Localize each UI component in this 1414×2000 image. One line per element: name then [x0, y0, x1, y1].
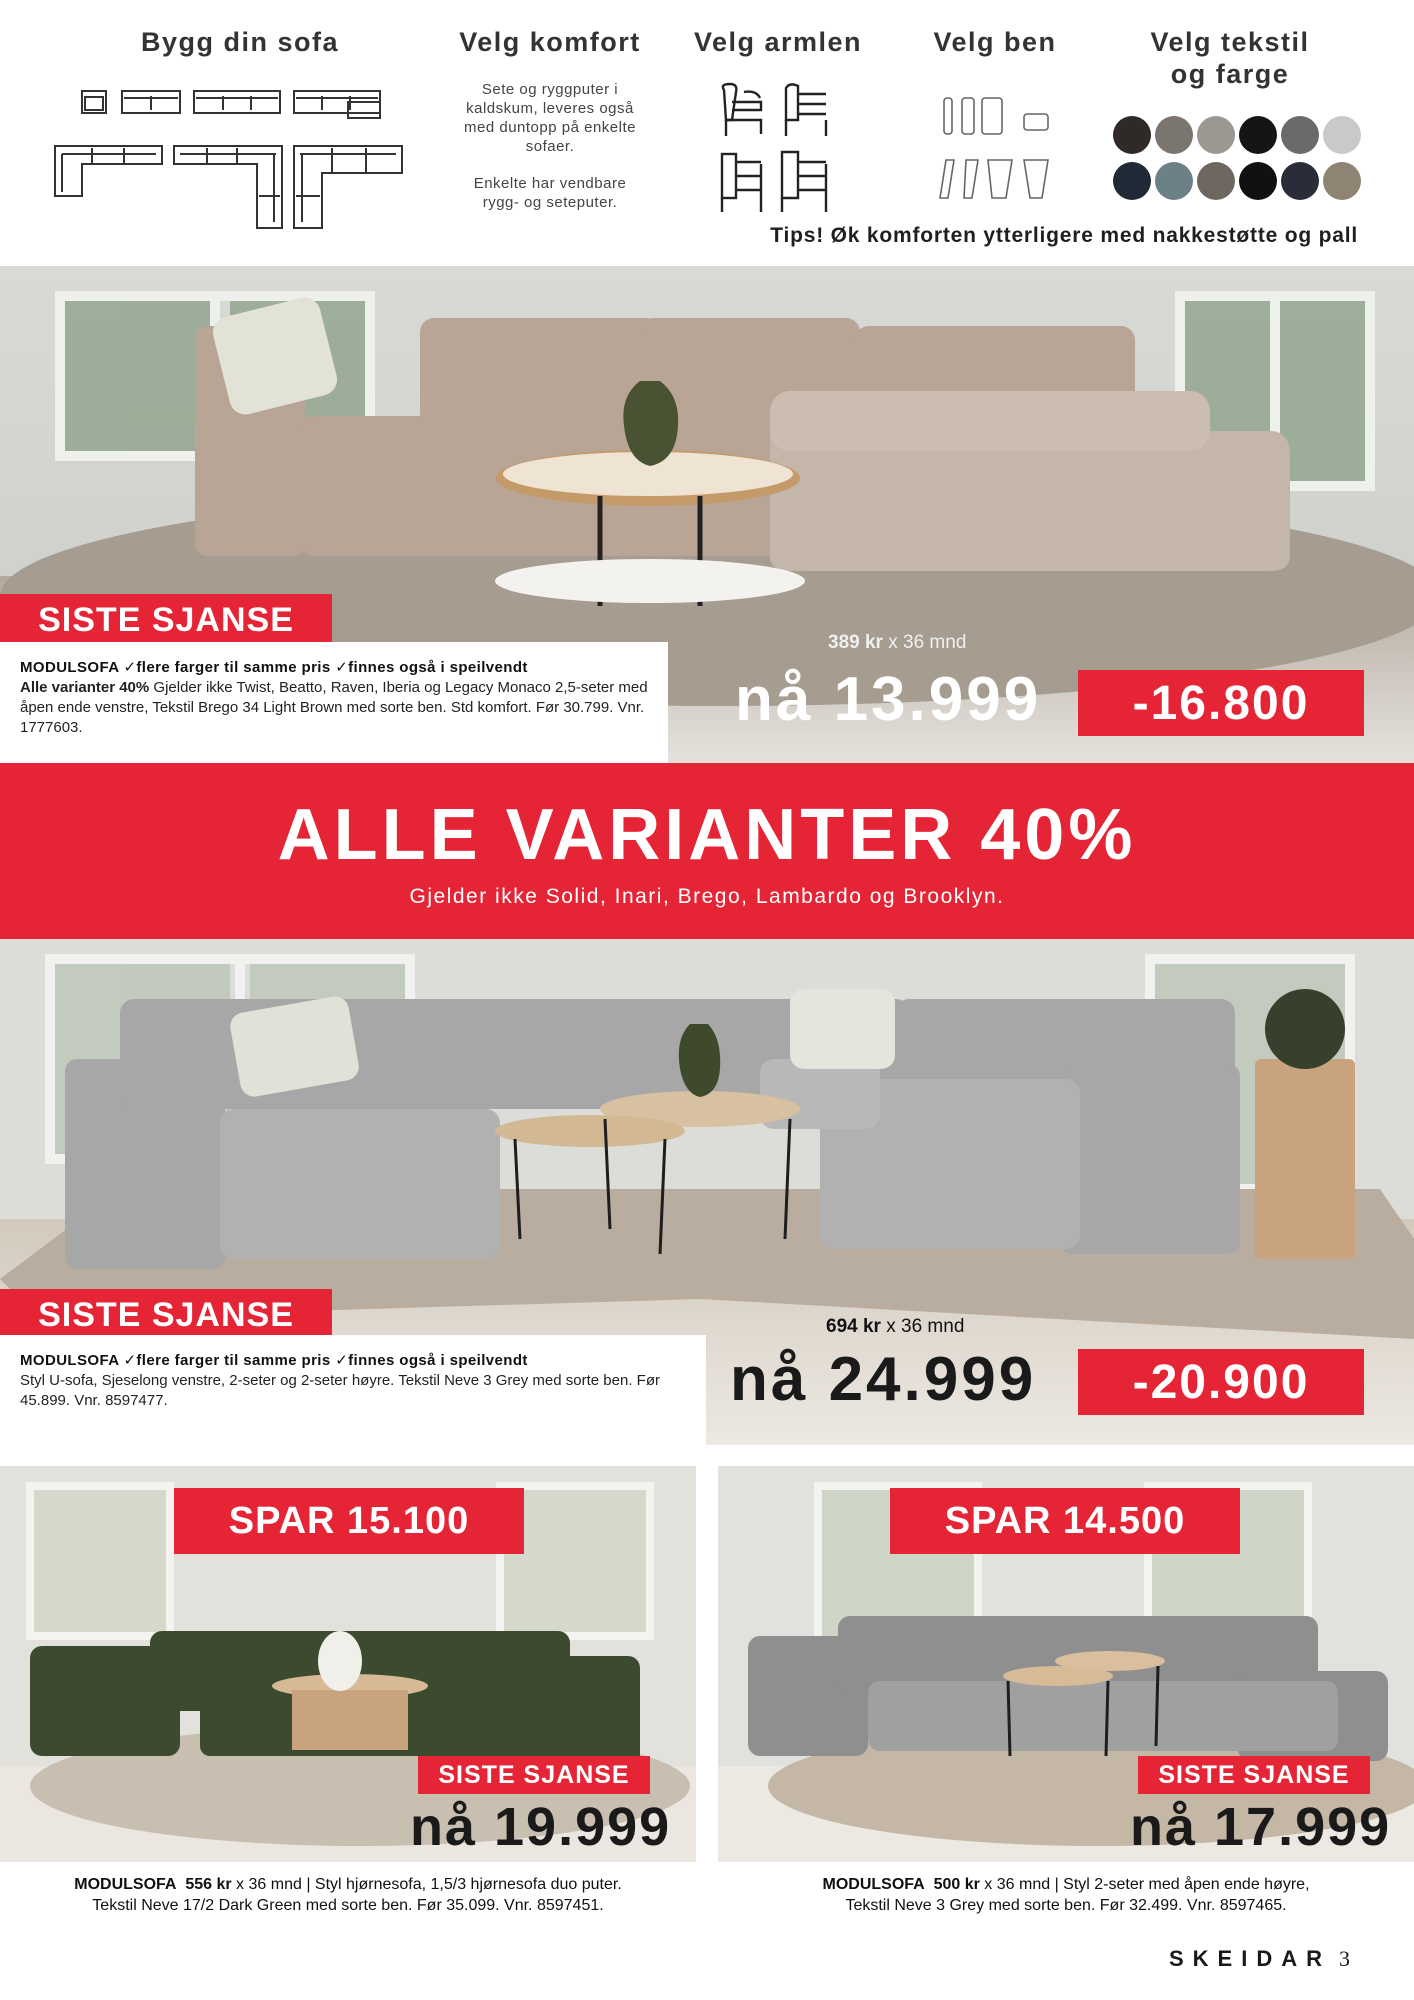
textile-title-line1: Velg tekstil — [1150, 27, 1310, 57]
offer1-discount-badge: -16.800 — [1078, 670, 1364, 736]
color-swatch — [1197, 162, 1235, 200]
offer1-monthly-term: x 36 mnd — [882, 632, 967, 653]
textile-title-line2: og farge — [1170, 59, 1290, 89]
banner-title: ALLE VARIANTER 40% — [277, 795, 1137, 875]
offer2-price: nå 24.999 — [730, 1345, 1037, 1414]
offer2-monthly-amount: 694 kr — [826, 1316, 881, 1337]
offer1-info-box — [0, 642, 668, 766]
banner-subtitle: Gjelder ikke Solid, Inari, Brego, Lambardo og Brooklyn. — [409, 885, 1005, 908]
offer3-caption-title: MODULSOFA — [74, 1876, 177, 1893]
offer1-headline: MODULSOFA ✓flere farger til samme pris ✓finnes også i speilvendt — [20, 659, 528, 676]
offer2-headline: MODULSOFA ✓flere farger til samme pris ✓finnes også i speilvendt — [20, 1352, 528, 1369]
offer4-caption-amount: 500 kr — [933, 1876, 980, 1893]
comfort-description — [440, 80, 660, 156]
build-sofa-title: Bygg din sofa — [140, 27, 339, 57]
offer4-caption-line2: Tekstil Neve 3 Grey med sorte ben. Før 32.499. Vnr. 8597465. — [845, 1897, 1287, 1914]
comfort-line: Sete og ryggputer i — [481, 81, 619, 98]
color-swatch — [1155, 116, 1193, 154]
color-swatch — [1239, 116, 1277, 154]
color-swatch — [1323, 162, 1361, 200]
color-swatch — [1239, 162, 1277, 200]
offer3-caption-amount: 556 kr — [185, 1876, 232, 1893]
legs-column — [915, 26, 1075, 58]
comfort-line: rygg- og seteputer. — [482, 194, 618, 211]
offer1-highlight: Alle varianter 40% — [20, 679, 150, 696]
grey-two-seater-photo — [718, 1466, 1414, 1862]
offer3-caption-line2: Tekstil Neve 17/2 Dark Green med sorte ben. Før 35.099. Vnr. 8597451. — [92, 1897, 604, 1914]
sofa-module-icons — [52, 88, 412, 233]
color-swatch — [1281, 116, 1319, 154]
save-badge: SPAR 14.500 — [890, 1488, 1240, 1554]
all-variants-banner — [0, 763, 1414, 939]
grey-u-sofa-photo — [0, 939, 1414, 1445]
textile-column — [1110, 26, 1350, 90]
offer4-price: nå 17.999 — [1130, 1797, 1392, 1857]
siste-sjanse-badge: SISTE SJANSE — [1138, 1756, 1370, 1794]
brand-logo — [1169, 1946, 1350, 1972]
offer2-monthly — [826, 1316, 964, 1338]
offer1-price: nå 13.999 — [735, 665, 1042, 734]
brand-name: SKEIDAR — [1168, 1946, 1331, 1971]
comfort-line: kaldskum, leveres også — [466, 100, 634, 117]
beige-corner-sofa-photo — [0, 266, 1414, 766]
comfort-line: Enkelte har vendbare — [473, 175, 627, 192]
color-swatch — [1113, 116, 1151, 154]
leg-style-icons — [936, 94, 1056, 204]
offer1-monthly — [828, 632, 966, 654]
legs-title: Velg ben — [933, 27, 1057, 57]
offer1-description — [20, 678, 648, 738]
green-corner-sofa-photo — [0, 1466, 696, 1862]
offer3-caption — [0, 1874, 696, 1916]
sofa-configurator — [0, 0, 1414, 262]
offer4-caption-title: MODULSOFA — [822, 1876, 925, 1893]
offer1-monthly-amount: 389 kr — [828, 632, 883, 653]
siste-sjanse-badge: SISTE SJANSE — [0, 1289, 332, 1341]
offer2-description: Styl U-sofa, Sjeselong venstre, 2-seter og 2-seter høyre. Tekstil Neve 3 Grey med sorte ben. Før 45.899. Vnr. 8597477. — [20, 1372, 660, 1409]
color-swatch — [1113, 162, 1151, 200]
offer4-caption — [718, 1874, 1414, 1916]
color-swatch — [1197, 116, 1235, 154]
offer2-discount-badge: -20.900 — [1078, 1349, 1364, 1415]
siste-sjanse-badge: SISTE SJANSE — [418, 1756, 650, 1794]
comfort-column — [440, 26, 660, 212]
offer3-price: nå 19.999 — [410, 1797, 672, 1857]
offer2-monthly-term: x 36 mnd — [880, 1316, 965, 1337]
siste-sjanse-badge: SISTE SJANSE — [0, 594, 332, 646]
color-swatch — [1281, 162, 1319, 200]
comfort-tip: Tips! Øk komforten ytterligere med nakkestøtte og pall — [770, 224, 1358, 247]
page-number: 3 — [1339, 1946, 1350, 1971]
armrest-title: Velg armlen — [693, 27, 863, 57]
color-swatch — [1323, 116, 1361, 154]
offer3-caption-line1 — [0, 1874, 696, 1895]
comfort-line: med duntopp på enkelte — [464, 119, 636, 136]
build-sofa-column — [120, 26, 360, 58]
armrest-icons — [716, 80, 836, 215]
comfort-line: sofaer. — [525, 138, 575, 155]
offer3-caption-text: x 36 mnd | Styl hjørnesofa, 1,5/3 hjørnesofa duo puter. — [231, 1876, 622, 1893]
save-badge: SPAR 15.100 — [174, 1488, 524, 1554]
offer4-caption-text: x 36 mnd | Styl 2-seter med åpen ende høyre, — [979, 1876, 1310, 1893]
comfort-title: Velg komfort — [459, 27, 641, 57]
offer1-body-text: Gjelder ikke Twist, Beatto, Raven, Iberia og Legacy Monaco 2,5-seter med åpen ende venstre, Tekstil Brego 34 Light Brown med sorte ben. Std komfort. Før 30.799. Vnr. 1777603. — [20, 679, 648, 736]
offer2-info-box — [0, 1335, 706, 1445]
color-swatch — [1155, 162, 1193, 200]
comfort-description-2 — [440, 174, 660, 212]
offer4-caption-line1 — [718, 1874, 1414, 1895]
armrest-column — [688, 26, 868, 58]
